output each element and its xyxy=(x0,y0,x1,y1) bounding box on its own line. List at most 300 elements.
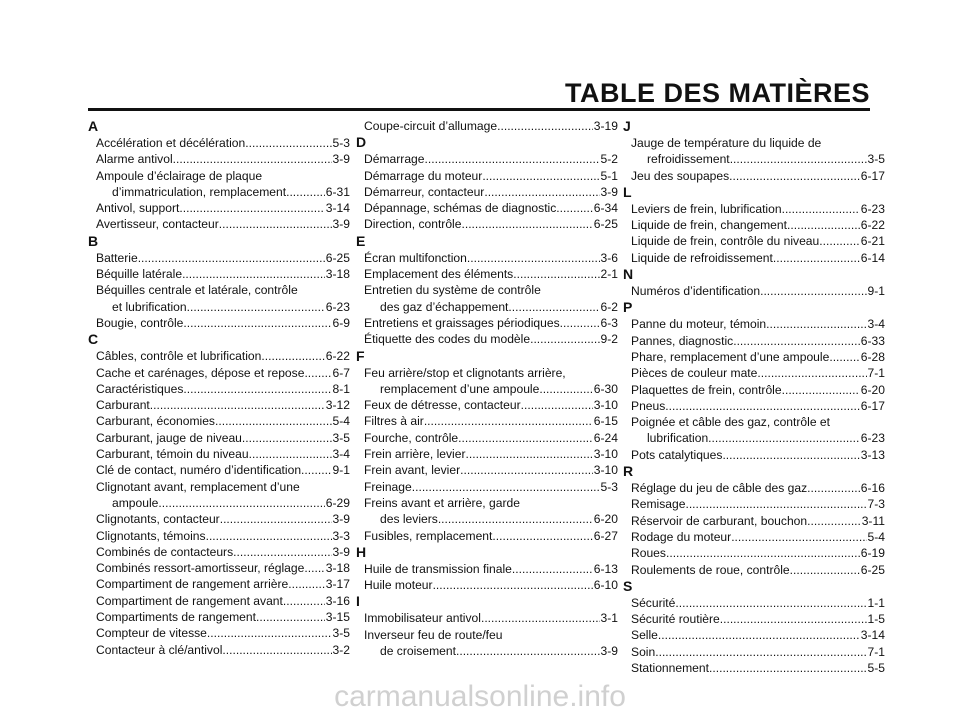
dot-leader xyxy=(482,168,599,184)
page-number: 6-17 xyxy=(860,168,885,183)
index-entry xyxy=(623,595,885,611)
entry-text: Carburant, témoin du niveau xyxy=(96,447,249,462)
entry-text: Plaquettes de frein, contrôle xyxy=(631,382,782,397)
page-number: 9-1 xyxy=(867,284,885,299)
index-entry xyxy=(623,627,885,643)
page-number: 6-21 xyxy=(860,234,885,249)
entry-text: Fusibles, remplacement xyxy=(364,528,493,543)
dot-leader xyxy=(249,446,332,462)
dot-leader xyxy=(539,381,592,397)
page-number: 3-6 xyxy=(600,250,618,265)
section-letter: F xyxy=(356,347,365,364)
dot-leader xyxy=(207,625,332,641)
entry-text: Direction, contrôle xyxy=(364,217,462,232)
page-number: 6-10 xyxy=(593,578,618,593)
dot-leader xyxy=(286,184,325,200)
page-number: 5-1 xyxy=(600,168,618,183)
entry-text: Frein arrière, levier xyxy=(364,447,466,462)
page-number: 6-16 xyxy=(860,481,885,496)
index-entry xyxy=(88,560,350,576)
section-letter: E xyxy=(356,232,366,249)
index-entry xyxy=(623,316,885,332)
index-entry xyxy=(623,398,885,414)
dot-leader xyxy=(807,513,861,529)
entry-text: Carburant, jauge de niveau xyxy=(96,430,242,445)
entry-text: Clignotants, témoins xyxy=(96,528,206,543)
page-number: 6-31 xyxy=(325,184,350,199)
index-entry xyxy=(623,414,885,447)
dot-leader xyxy=(182,266,325,282)
page-number: 3-18 xyxy=(325,267,350,282)
dot-leader xyxy=(242,430,332,446)
dot-leader xyxy=(513,266,599,282)
index-entry xyxy=(88,576,350,592)
dot-leader xyxy=(261,348,324,364)
dot-leader xyxy=(782,201,860,217)
entry-text: Feu arrière/stop et clignotants arrière, xyxy=(364,365,566,380)
page-number: 3-5 xyxy=(867,152,885,167)
index-entry xyxy=(623,545,885,561)
page-title: TABLE DES MATIÈRES xyxy=(564,78,870,108)
index-entry xyxy=(88,397,350,413)
entry-text: Stationnement xyxy=(631,661,709,676)
page-number: 5-5 xyxy=(867,661,885,676)
page-number: 3-10 xyxy=(593,398,618,413)
page-number: 3-9 xyxy=(600,644,618,659)
page-number: 3-14 xyxy=(325,201,350,216)
dot-leader xyxy=(666,545,860,561)
page-number: 3-18 xyxy=(325,561,350,576)
dot-leader xyxy=(304,365,331,381)
dot-leader xyxy=(425,151,600,167)
page-number: 5-4 xyxy=(867,529,885,544)
page-number: 3-16 xyxy=(325,593,350,608)
page-number: 3-17 xyxy=(325,577,350,592)
index-entry xyxy=(623,333,885,349)
page-number: 6-14 xyxy=(860,250,885,265)
index-entry xyxy=(88,544,350,560)
index-entry xyxy=(623,480,885,496)
index-entry xyxy=(88,315,350,331)
page-number: 2-1 xyxy=(600,267,618,282)
dot-leader xyxy=(708,430,860,446)
section-letter: A xyxy=(88,118,99,134)
entry-text: Soin xyxy=(631,644,656,659)
entry-text: Jeu des soupapes xyxy=(631,168,730,183)
dot-leader xyxy=(215,413,332,429)
entry-text: Alarme antivol xyxy=(96,152,173,167)
index-entry xyxy=(623,283,885,299)
page-number: 6-3 xyxy=(600,315,618,330)
entry-text: Liquide de frein, contrôle du niveau xyxy=(631,234,820,249)
page-number: 3-13 xyxy=(860,447,885,462)
page-number: 3-11 xyxy=(861,513,885,528)
dot-leader xyxy=(433,577,593,593)
dot-leader xyxy=(665,398,859,414)
page-number: 7-1 xyxy=(867,644,885,659)
entry-text: Clignotant avant, remplacement d’une xyxy=(96,479,300,494)
index-entry xyxy=(356,495,618,528)
entry-text: Phare, remplacement d’une ampoule xyxy=(631,349,830,364)
page-number: 6-23 xyxy=(860,201,885,216)
index-entry xyxy=(356,610,618,626)
entry-text: Entretiens et graissages périodiques xyxy=(364,315,560,330)
entry-text: Accélération et décélération xyxy=(96,136,246,150)
page-number: 6-23 xyxy=(860,431,885,446)
page-number: 6-25 xyxy=(593,217,618,232)
dot-leader xyxy=(283,593,325,609)
entry-text: Emplacement des éléments xyxy=(364,267,514,282)
index-entry xyxy=(88,282,350,315)
section-letter: B xyxy=(88,232,99,249)
index-entry xyxy=(623,250,885,266)
page-number: 3-9 xyxy=(332,152,350,167)
index-entry xyxy=(356,168,618,184)
dot-leader xyxy=(760,283,866,299)
dot-leader xyxy=(220,511,332,527)
page-number: 6-22 xyxy=(325,349,350,364)
index-entry xyxy=(623,496,885,512)
dot-leader xyxy=(219,216,332,232)
dot-leader xyxy=(819,233,860,249)
entry-text: ampoule xyxy=(112,495,159,510)
index-entry xyxy=(356,479,618,495)
entry-text: Réglage du jeu de câble des gaz xyxy=(631,481,808,496)
dot-leader xyxy=(807,480,860,496)
page-number: 3-9 xyxy=(332,217,350,232)
page-number: 3-4 xyxy=(332,447,350,462)
dot-leader xyxy=(484,184,599,200)
section-letter: P xyxy=(623,299,633,316)
entry-text: Sécurité xyxy=(631,595,676,610)
dot-leader xyxy=(492,528,592,544)
entry-text: Remisage xyxy=(631,497,686,512)
dot-leader xyxy=(179,200,324,216)
page-number: 5-4 xyxy=(332,414,350,429)
dot-leader xyxy=(138,250,325,266)
index-entry xyxy=(88,593,350,609)
entry-text: Freinage xyxy=(364,479,412,494)
page-number: 6-34 xyxy=(593,201,618,216)
index-entry xyxy=(88,625,350,641)
dot-leader xyxy=(245,135,331,151)
page-number: 6-20 xyxy=(593,512,618,527)
section-letter: J xyxy=(623,118,631,134)
page-number: 6-28 xyxy=(860,349,885,364)
index-entry xyxy=(88,511,350,527)
page-number: 1-5 xyxy=(867,612,885,627)
dot-leader xyxy=(222,642,331,658)
index-entry xyxy=(88,462,350,478)
entry-text: Jauge de température du liquide de xyxy=(631,136,822,150)
index-entry xyxy=(623,217,885,233)
page-number: 6-25 xyxy=(325,250,350,265)
section-letter: C xyxy=(88,331,99,348)
dot-leader xyxy=(461,216,592,232)
dot-leader xyxy=(658,627,860,643)
dot-leader xyxy=(481,610,600,626)
section-letter: L xyxy=(623,183,632,200)
page-number: 3-5 xyxy=(332,430,350,445)
entry-text: Immobilisateur antivol xyxy=(364,611,481,626)
entry-text: Caractéristiques xyxy=(96,381,184,396)
index-entry xyxy=(88,381,350,397)
page-number: 6-9 xyxy=(332,315,350,330)
index-entry xyxy=(356,315,618,331)
index-entry xyxy=(623,513,885,529)
index-entry xyxy=(88,642,350,658)
entry-text: Pièces de couleur mate xyxy=(631,366,758,381)
entry-text: remplacement d’une ampoule xyxy=(380,381,540,396)
entry-text: des gaz d’échappement xyxy=(380,299,509,314)
index-entry xyxy=(88,365,350,381)
dot-leader xyxy=(158,495,324,511)
entry-text: Liquide de frein, changement xyxy=(631,218,787,233)
page-number: 5-3 xyxy=(600,479,618,494)
dot-leader xyxy=(412,479,600,495)
entry-text: Roulements de roue, contrôle xyxy=(631,562,790,577)
index-entry xyxy=(623,447,885,463)
entry-text: Contacteur à clé/antivol xyxy=(96,642,223,657)
dot-leader xyxy=(560,315,600,331)
dot-leader xyxy=(729,168,860,184)
index-entry xyxy=(88,168,350,201)
dot-leader xyxy=(460,462,593,478)
entry-text: Ampoule d’éclairage de plaque xyxy=(96,168,263,183)
entry-text: Compartiment de rangement avant xyxy=(96,593,283,608)
entry-text: Pannes, diagnostic xyxy=(631,333,734,348)
index-entry xyxy=(88,446,350,462)
entry-text: Inverseur feu de route/feu xyxy=(364,627,503,642)
page-number: 6-19 xyxy=(860,546,885,561)
dot-leader xyxy=(556,200,592,216)
dot-leader xyxy=(304,560,324,576)
page-number: 3-9 xyxy=(332,544,350,559)
entry-text: Démarrage xyxy=(364,152,425,167)
entry-text: refroidissement xyxy=(647,152,730,167)
page-number: 3-4 xyxy=(867,317,885,332)
entry-text: et lubrification xyxy=(112,299,187,314)
entry-text: Clignotants, contacteur xyxy=(96,512,220,527)
page-number: 3-19 xyxy=(593,119,618,133)
entry-text: Roues xyxy=(631,546,666,561)
entry-text: Rodage du moteur xyxy=(631,529,732,544)
entry-text: Béquilles centrale et latérale, contrôle xyxy=(96,283,298,298)
entry-text: Compartiment de rangement arrière xyxy=(96,577,289,592)
dot-leader xyxy=(424,413,593,429)
index-entry xyxy=(356,446,618,462)
index-entry xyxy=(356,331,618,347)
page-number: 6-29 xyxy=(325,495,350,510)
entry-text: Béquille latérale xyxy=(96,267,183,282)
watermark: carmanualsonline.info xyxy=(334,680,626,713)
dot-leader xyxy=(456,643,600,659)
entry-text: de croisement xyxy=(380,644,456,659)
page-number: 6-17 xyxy=(860,398,885,413)
entry-text: Frein avant, levier xyxy=(364,463,461,478)
entry-text: Pots catalytiques xyxy=(631,447,723,462)
page-number: 6-24 xyxy=(593,430,618,445)
entry-text: Étiquette des codes du modèle xyxy=(364,332,531,347)
page-number: 7-1 xyxy=(867,366,885,381)
entry-text: Entretien du système de contrôle xyxy=(364,283,541,298)
entry-text: lubrification xyxy=(647,431,709,446)
index-entry xyxy=(88,135,350,151)
index-entry xyxy=(88,250,350,266)
dot-leader xyxy=(173,151,332,167)
entry-text: Leviers de frein, lubrification xyxy=(631,201,782,216)
index-entry xyxy=(623,135,885,168)
entry-text: Clé de contact, numéro d’identification xyxy=(96,463,302,478)
index-entry xyxy=(623,201,885,217)
index-entry xyxy=(88,216,350,232)
index-entry xyxy=(356,430,618,446)
index-entry xyxy=(88,200,350,216)
page-number: 6-7 xyxy=(332,365,350,380)
index-entry xyxy=(623,233,885,249)
dot-leader xyxy=(301,462,331,478)
entry-text: d’immatriculation, remplacement xyxy=(112,184,287,199)
page-number: 6-23 xyxy=(325,299,350,314)
dot-leader xyxy=(206,528,332,544)
dot-leader xyxy=(183,381,331,397)
entry-text: Fourche, contrôle xyxy=(364,430,459,445)
page-number: 6-13 xyxy=(593,561,618,576)
index-entry xyxy=(88,479,350,512)
index-entry xyxy=(356,250,618,266)
section-letter: N xyxy=(623,266,634,283)
page-number: 3-10 xyxy=(593,463,618,478)
entry-text: Huile moteur xyxy=(364,578,433,593)
entry-text: Dépannage, schémas de diagnostic xyxy=(364,201,557,216)
index-entry xyxy=(356,528,618,544)
entry-text: Combinés de contacteurs xyxy=(96,544,234,559)
dot-leader xyxy=(733,333,860,349)
index-entry xyxy=(623,660,885,676)
page-number: 8-1 xyxy=(332,381,350,396)
index-entry xyxy=(623,168,885,184)
entry-text: Feux de détresse, contacteur xyxy=(364,398,521,413)
entry-text: Liquide de refroidissement xyxy=(631,250,773,265)
page-number: 6-25 xyxy=(860,562,885,577)
section-letter: R xyxy=(623,463,634,480)
dot-leader xyxy=(150,397,325,413)
index-entry xyxy=(356,151,618,167)
dot-leader xyxy=(497,118,593,134)
entry-text: Panne du moteur, témoin xyxy=(631,317,767,332)
entry-text: Câbles, contrôle et lubrification xyxy=(96,349,262,364)
index-entry xyxy=(356,266,618,282)
page-number: 3-9 xyxy=(332,512,350,527)
page-number: 5-2 xyxy=(600,152,618,167)
entry-text: Écran multifonction xyxy=(364,250,467,265)
page-number: 6-33 xyxy=(860,333,885,348)
page-number: 6-2 xyxy=(600,299,618,314)
index-entry xyxy=(88,430,350,446)
dot-leader xyxy=(790,562,860,578)
index-entry xyxy=(88,348,350,364)
entry-text: Combinés ressort-amortisseur, réglage xyxy=(96,561,305,576)
index-entry xyxy=(623,349,885,365)
index-entry xyxy=(88,151,350,167)
entry-text: Huile de transmission finale xyxy=(364,561,512,576)
page-number: 6-20 xyxy=(860,382,885,397)
entry-text: Démarrage du moteur xyxy=(364,168,483,183)
index-entry xyxy=(623,365,885,381)
entry-text: Compteur de vitesse xyxy=(96,626,207,641)
index-column xyxy=(88,118,350,658)
dot-leader xyxy=(731,529,866,545)
dot-leader xyxy=(256,609,325,625)
entry-text: Compartiments de rangement xyxy=(96,610,256,625)
dot-leader xyxy=(675,595,866,611)
page-number: 3-10 xyxy=(593,447,618,462)
page-number: 1-1 xyxy=(867,595,885,610)
entry-text: Batterie xyxy=(96,250,138,265)
dot-leader xyxy=(458,430,593,446)
index-entry xyxy=(623,644,885,660)
page-number: 6-22 xyxy=(860,218,885,233)
dot-leader xyxy=(508,299,599,315)
page-number: 6-15 xyxy=(593,414,618,429)
page-number: 3-2 xyxy=(332,642,350,657)
dot-leader xyxy=(512,561,593,577)
dot-leader xyxy=(521,397,593,413)
dot-leader xyxy=(787,217,860,233)
title-rule xyxy=(88,108,870,111)
page-number: 3-14 xyxy=(860,628,885,643)
index-entry xyxy=(356,200,618,216)
section-letter: D xyxy=(356,134,367,151)
dot-leader xyxy=(655,644,866,660)
index-entry xyxy=(356,184,618,200)
page-number: 6-30 xyxy=(593,381,618,396)
index-entry xyxy=(623,562,885,578)
entry-text: Numéros d’identification xyxy=(631,284,761,299)
section-letter: I xyxy=(356,593,360,610)
page-number: 3-3 xyxy=(332,528,350,543)
entry-text: Coupe-circuit d’allumage xyxy=(364,119,498,133)
dot-leader xyxy=(722,447,859,463)
index-entry xyxy=(356,282,618,315)
page-number: 7-3 xyxy=(867,497,885,512)
dot-leader xyxy=(720,611,867,627)
section-letter: S xyxy=(623,577,633,594)
dot-leader xyxy=(187,299,325,315)
index-entry xyxy=(356,577,618,593)
page-number: 3-9 xyxy=(600,184,618,199)
index-entry xyxy=(356,462,618,478)
index-entry xyxy=(623,382,885,398)
section-letter: H xyxy=(356,543,367,560)
entry-text: Avertisseur, contacteur xyxy=(96,217,219,232)
entry-text: Sécurité routière xyxy=(631,612,720,627)
entry-text: Carburant, économies xyxy=(96,414,215,429)
page-number: 3-5 xyxy=(332,626,350,641)
index-entry xyxy=(356,216,618,232)
entry-text: Réservoir de carburant, bouchon xyxy=(631,513,808,528)
page-number: 6-27 xyxy=(593,528,618,543)
index-entry xyxy=(88,413,350,429)
index-entry xyxy=(623,611,885,627)
dot-leader xyxy=(829,349,859,365)
index-column xyxy=(356,118,618,659)
index-column xyxy=(623,118,885,676)
entry-text: Carburant xyxy=(96,398,150,413)
dot-leader xyxy=(233,544,331,560)
index-entry xyxy=(356,118,618,134)
index-entry xyxy=(356,413,618,429)
